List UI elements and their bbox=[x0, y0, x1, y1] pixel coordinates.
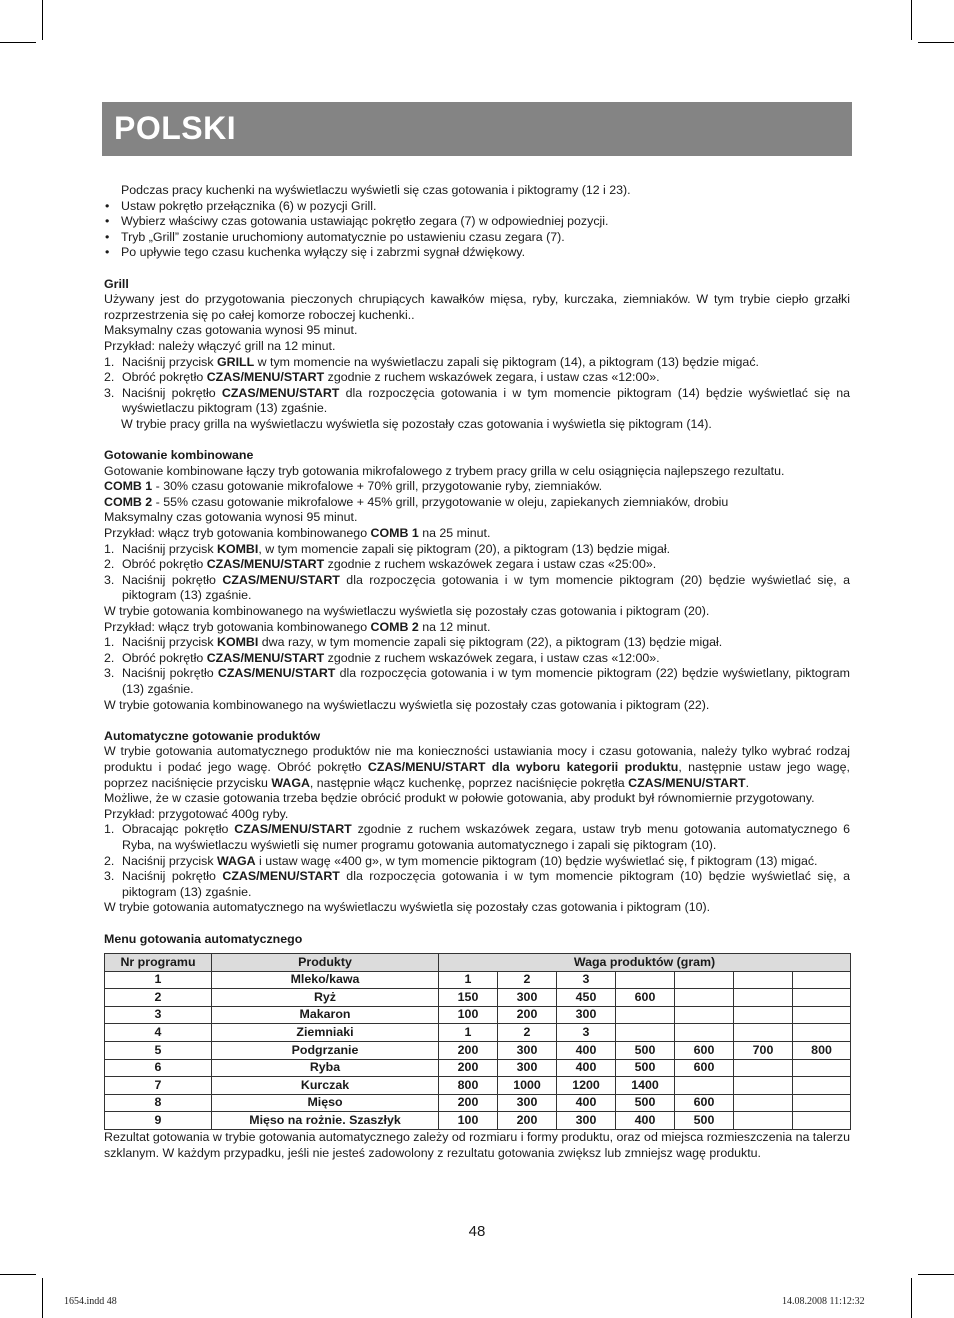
product-cell: Kurczak bbox=[212, 1077, 439, 1095]
auto-example: Przykład: przygotować 400g ryby. bbox=[104, 806, 289, 821]
weight-cell: 3 bbox=[557, 1024, 616, 1042]
weight-cell: 200 bbox=[439, 1094, 498, 1112]
section-heading-menu: Menu gotowania automatycznego bbox=[104, 931, 303, 946]
weight-cell bbox=[793, 1006, 851, 1024]
product-cell: Ryba bbox=[212, 1059, 439, 1077]
table-row bbox=[105, 971, 851, 989]
weight-cell: 700 bbox=[734, 1042, 793, 1060]
program-number-cell: 9 bbox=[105, 1112, 212, 1130]
section-heading-combi: Gotowanie kombinowane bbox=[104, 448, 254, 463]
weight-cell: 300 bbox=[498, 989, 557, 1007]
weight-cell bbox=[616, 1006, 675, 1024]
crop-mark bbox=[911, 1278, 912, 1318]
table-row bbox=[105, 1059, 851, 1077]
weight-cell: 200 bbox=[439, 1059, 498, 1077]
combi-step: 1. Naciśnij przycisk KOMBI, w tym momencie zapali się piktogram (20), a piktogram (13) będzie migał. bbox=[104, 541, 671, 556]
section-heading-grill: Grill bbox=[104, 276, 129, 291]
weight-cell: 300 bbox=[498, 1059, 557, 1077]
program-number-cell: 1 bbox=[105, 971, 212, 989]
weight-cell: 600 bbox=[616, 989, 675, 1007]
auto-step: 3. Naciśnij pokrętło CZAS/MENU/START dla rozpoczęcia gotowania i w tym momencie piktogram (10) będzie wyświetlać się, a piktogram (13) zgaśnie. bbox=[104, 869, 850, 899]
weight-cell bbox=[793, 1077, 851, 1095]
combi-step: 3. Naciśnij pokrętło CZAS/MENU/START dla rozpoczęcia gotowania i w tym momencie piktogram (20) będzie wyświetlać się, a piktogram (13) zgaśnie. bbox=[104, 572, 850, 603]
weight-cell: 200 bbox=[498, 1006, 557, 1024]
weight-cell: 600 bbox=[675, 1094, 734, 1112]
table-row bbox=[105, 1112, 851, 1130]
weight-cell: 200 bbox=[498, 1112, 557, 1130]
weight-cell bbox=[675, 971, 734, 989]
combi-note-1: W trybie gotowania kombinowanego na wyświetlaczu wyświetla się pozostały czas gotowania i piktogram (20). bbox=[104, 604, 710, 619]
combi-step: 2. Obróć pokrętło CZAS/MENU/START zgodnie z ruchem wskazówek zegara i ustaw czas «25:00». bbox=[104, 557, 657, 572]
crop-mark bbox=[0, 42, 36, 43]
auto-note: W trybie gotowania automatycznego na wyświetlaczu wyświetla się pozostały czas gotowania i piktogram (10). bbox=[104, 900, 711, 915]
weight-cell: 400 bbox=[557, 1042, 616, 1060]
program-number-cell: 6 bbox=[105, 1059, 212, 1077]
product-cell: Mięso na rożnie. Szaszłyk bbox=[212, 1112, 439, 1130]
weight-cell bbox=[793, 1112, 851, 1130]
result-note: Rezultat gotowania w trybie gotowania automatycznego zależy od rozmiaru i formy produktu, oraz od miejsca rozmieszczenia na talerzu szklanym. W każdym przypadku, jeśli nie jesteś zadowolony z rezultatu gotowania zwiększ lub zmniejsz wagę produktu. bbox=[104, 1130, 850, 1160]
weight-cell: 500 bbox=[675, 1112, 734, 1130]
main-content bbox=[104, 183, 850, 1161]
auto-step: 2. Naciśnij przycisk WAGA i ustaw wagę «400 g», w tym momencie piktogram (10) będzie wyświetlać się, f piktogram (13) migać. bbox=[104, 853, 818, 868]
grill-step: 1. Naciśnij przycisk GRILL w tym momencie na wyświetlaczu zapali się piktogram (14), a piktogram (13) będzie migać. bbox=[104, 354, 759, 369]
weight-cell: 400 bbox=[557, 1059, 616, 1077]
table-row bbox=[105, 1024, 851, 1042]
auto-step: 1. Obracając pokrętło CZAS/MENU/START zgodnie z ruchem wskazówek zegara, ustaw tryb menu gotowania automatycznego 6 Ryba, na wyświetlaczu wyświetli się numer programu gotowania automatycznego i zapali się piktogram (10). bbox=[104, 822, 850, 852]
date-slug: 14.08.2008 11:12:32 bbox=[782, 1296, 865, 1307]
table-row bbox=[105, 1077, 851, 1095]
weight-cell: 800 bbox=[793, 1042, 851, 1060]
weight-cell: 1 bbox=[439, 1024, 498, 1042]
crop-mark bbox=[918, 42, 954, 43]
weight-cell: 1200 bbox=[557, 1077, 616, 1095]
column-header-program: Nr programu bbox=[105, 954, 212, 972]
weight-cell bbox=[675, 1077, 734, 1095]
weight-cell bbox=[734, 1024, 793, 1042]
grill-step: 3. Naciśnij pokrętło CZAS/MENU/START dla rozpoczęcia gotowania i w tym momencie piktogram (14) będzie wyświetlać się na wyświetlaczu piktogram (13) zgaśnie. bbox=[104, 385, 850, 416]
weight-cell bbox=[734, 1094, 793, 1112]
weight-cell: 200 bbox=[439, 1042, 498, 1060]
weight-cell: 300 bbox=[498, 1042, 557, 1060]
intro-paragraph: Podczas pracy kuchenki na wyświetlaczu wyświetli się czas gotowania i piktogramy (12 i 23). bbox=[121, 183, 631, 197]
weight-cell: 1000 bbox=[498, 1077, 557, 1095]
weight-cell: 1 bbox=[439, 971, 498, 989]
weight-cell: 800 bbox=[439, 1077, 498, 1095]
grill-max-time: Maksymalny czas gotowania wynosi 95 minut. bbox=[104, 323, 358, 338]
program-number-cell: 2 bbox=[105, 989, 212, 1007]
combi-step: 3. Naciśnij pokrętło CZAS/MENU/START dla rozpoczęcia gotowania i w tym momencie piktogram (22) będzie wyświetlany, piktogram (13) zgaśnie. bbox=[104, 666, 850, 696]
crop-mark bbox=[42, 1278, 43, 1318]
table-row bbox=[105, 1042, 851, 1060]
page-title: POLSKI bbox=[114, 110, 237, 146]
weight-cell: 300 bbox=[498, 1094, 557, 1112]
weight-cell bbox=[616, 1024, 675, 1042]
bullet-item: • Wybierz właściwy czas gotowania ustawiając pokrętło zegara (7) w odpowiedniej pozycji. bbox=[105, 214, 609, 229]
weight-cell: 2 bbox=[498, 1024, 557, 1042]
weight-cell: 500 bbox=[616, 1094, 675, 1112]
weight-cell: 600 bbox=[675, 1042, 734, 1060]
combi-step: 1. Naciśnij przycisk KOMBI dwa razy, w tym momencie zapali się piktogram (22), a piktogram (13) będzie migał. bbox=[104, 635, 723, 650]
crop-mark bbox=[918, 1274, 954, 1275]
bullet-item: • Ustaw pokrętło przełącznika (6) w pozycji Grill. bbox=[105, 198, 377, 213]
weight-cell: 1400 bbox=[616, 1077, 675, 1095]
combi-note-2: W trybie gotowania kombinowanego na wyświetlaczu wyświetla się pozostały czas gotowania i piktogram (22). bbox=[104, 697, 710, 712]
combi-example-2: Przykład: włącz tryb gotowania kombinowanego COMB 2 na 12 minut. bbox=[104, 619, 491, 634]
weight-cell: 300 bbox=[557, 1112, 616, 1130]
combi-max-time: Maksymalny czas gotowania wynosi 95 minut. bbox=[104, 510, 358, 525]
weight-cell bbox=[793, 989, 851, 1007]
program-number-cell: 7 bbox=[105, 1077, 212, 1095]
weight-cell bbox=[734, 989, 793, 1007]
weight-cell: 450 bbox=[557, 989, 616, 1007]
product-cell: Podgrzanie bbox=[212, 1042, 439, 1060]
weight-cell bbox=[793, 1024, 851, 1042]
weight-cell: 2 bbox=[498, 971, 557, 989]
weight-cell bbox=[675, 1006, 734, 1024]
crop-mark bbox=[911, 0, 912, 40]
grill-example: Przykład: należy włączyć grill na 12 minut. bbox=[104, 338, 336, 353]
weight-cell bbox=[734, 1006, 793, 1024]
weight-cell bbox=[616, 971, 675, 989]
product-cell: Mleko/kawa bbox=[212, 971, 439, 989]
bullet-item: • Tryb „Grill” zostanie uruchomiony automatycznie po ustawieniu czasu zegara (7). bbox=[105, 229, 565, 244]
combi-description: Gotowanie kombinowane łączy tryb gotowania mikrofalowego z trybem pracy grilla w celu osiągnięcia najlepszego rezultatu. bbox=[104, 463, 785, 478]
table-row bbox=[105, 989, 851, 1007]
bullet-icon: • bbox=[105, 198, 110, 213]
bullet-icon: • bbox=[105, 229, 110, 244]
section-heading-auto: Automatyczne gotowanie produktów bbox=[104, 728, 321, 743]
column-header-products: Produkty bbox=[212, 954, 439, 972]
program-number-cell: 5 bbox=[105, 1042, 212, 1060]
weight-cell bbox=[793, 1059, 851, 1077]
weight-cell: 400 bbox=[616, 1112, 675, 1130]
bullet-icon: • bbox=[105, 214, 110, 229]
product-cell: Makaron bbox=[212, 1006, 439, 1024]
column-header-weight: Waga produktów (gram) bbox=[439, 954, 851, 972]
program-number-cell: 8 bbox=[105, 1094, 212, 1112]
weight-cell: 400 bbox=[557, 1094, 616, 1112]
weight-cell: 300 bbox=[557, 1006, 616, 1024]
grill-note: W trybie pracy grilla na wyświetlaczu wyświetla się pozostały czas gotowania i wyświetla się piktogram (14). bbox=[121, 416, 712, 431]
product-cell: Ziemniaki bbox=[212, 1024, 439, 1042]
auto-turn-note: Możliwe, że w czasie gotowania trzeba będzie obrócić produkt w połowie gotowania, aby produkt był równomiernie przygotowany. bbox=[104, 791, 815, 806]
weight-cell bbox=[793, 1094, 851, 1112]
grill-description: Używany jest do przygotowania pieczonych chrupiących kawałków mięsa, ryby, kurczaka, ziemniaków. W tym trybie ciepło grzałki rozprzestrzenia się po całej komorze roboczej kuchenki.. bbox=[104, 292, 850, 322]
product-cell: Mięso bbox=[212, 1094, 439, 1112]
combi-step: 2. Obróć pokrętło CZAS/MENU/START zgodnie z ruchem wskazówek zegara, i ustaw czas «12:00». bbox=[104, 650, 660, 665]
file-slug: 1654.indd 48 bbox=[64, 1296, 117, 1307]
table-header-row bbox=[105, 954, 851, 972]
weight-cell: 3 bbox=[557, 971, 616, 989]
weight-cell bbox=[793, 971, 851, 989]
table-row bbox=[105, 1094, 851, 1112]
weight-cell bbox=[734, 1077, 793, 1095]
weight-cell: 500 bbox=[616, 1059, 675, 1077]
combi-example-1: Przykład: włącz tryb gotowania kombinowanego COMB 1 na 25 minut. bbox=[104, 526, 491, 541]
page-number: 48 bbox=[468, 1223, 486, 1240]
crop-mark bbox=[0, 1274, 36, 1275]
weight-cell: 600 bbox=[675, 1059, 734, 1077]
table-row bbox=[105, 1006, 851, 1024]
weight-cell bbox=[675, 1024, 734, 1042]
combi-comb1: COMB 1 - 30% czasu gotowanie mikrofalowe + 70% grill, przygotowanie ryby, ziemniaków. bbox=[104, 479, 603, 494]
weight-cell: 100 bbox=[439, 1112, 498, 1130]
weight-cell: 500 bbox=[616, 1042, 675, 1060]
weight-cell bbox=[734, 1059, 793, 1077]
grill-step: 2. Obróć pokrętło CZAS/MENU/START zgodnie z ruchem wskazówek zegara, i ustaw czas «12:00». bbox=[104, 370, 660, 385]
bullet-icon: • bbox=[105, 245, 110, 260]
combi-comb2: COMB 2 - 55% czasu gotowanie mikrofalowe + 45% grill, przygotowanie w oleju, zapiekanych ziemniaków, drobiu bbox=[104, 494, 729, 509]
language-header-bar bbox=[102, 102, 852, 156]
bullet-item: • Po upływie tego czasu kuchenka wyłączy się i zabrzmi sygnał dźwiękowy. bbox=[105, 245, 526, 260]
weight-cell bbox=[675, 989, 734, 1007]
weight-cell bbox=[734, 1112, 793, 1130]
product-cell: Ryż bbox=[212, 989, 439, 1007]
program-number-cell: 4 bbox=[105, 1024, 212, 1042]
auto-description: W trybie gotowania automatycznego produktów nie ma konieczności ustawiania mocy i czasu gotowania, należy tylko wybrać rodzaj produktu i podać jego wagę. Obróć pokrętło CZAS/MENU/START dla wyboru kategorii produktu, następnie ustaw jego wagę, poprzez naciśnięcie przycisku WAGA, następnie włącz kuchenkę, poprzez naciśnięcie pokrętła CZAS/MENU/START. bbox=[104, 744, 851, 790]
weight-cell: 150 bbox=[439, 989, 498, 1007]
auto-menu-table bbox=[104, 953, 851, 1130]
weight-cell: 100 bbox=[439, 1006, 498, 1024]
crop-mark bbox=[42, 0, 43, 40]
weight-cell bbox=[734, 971, 793, 989]
program-number-cell: 3 bbox=[105, 1006, 212, 1024]
